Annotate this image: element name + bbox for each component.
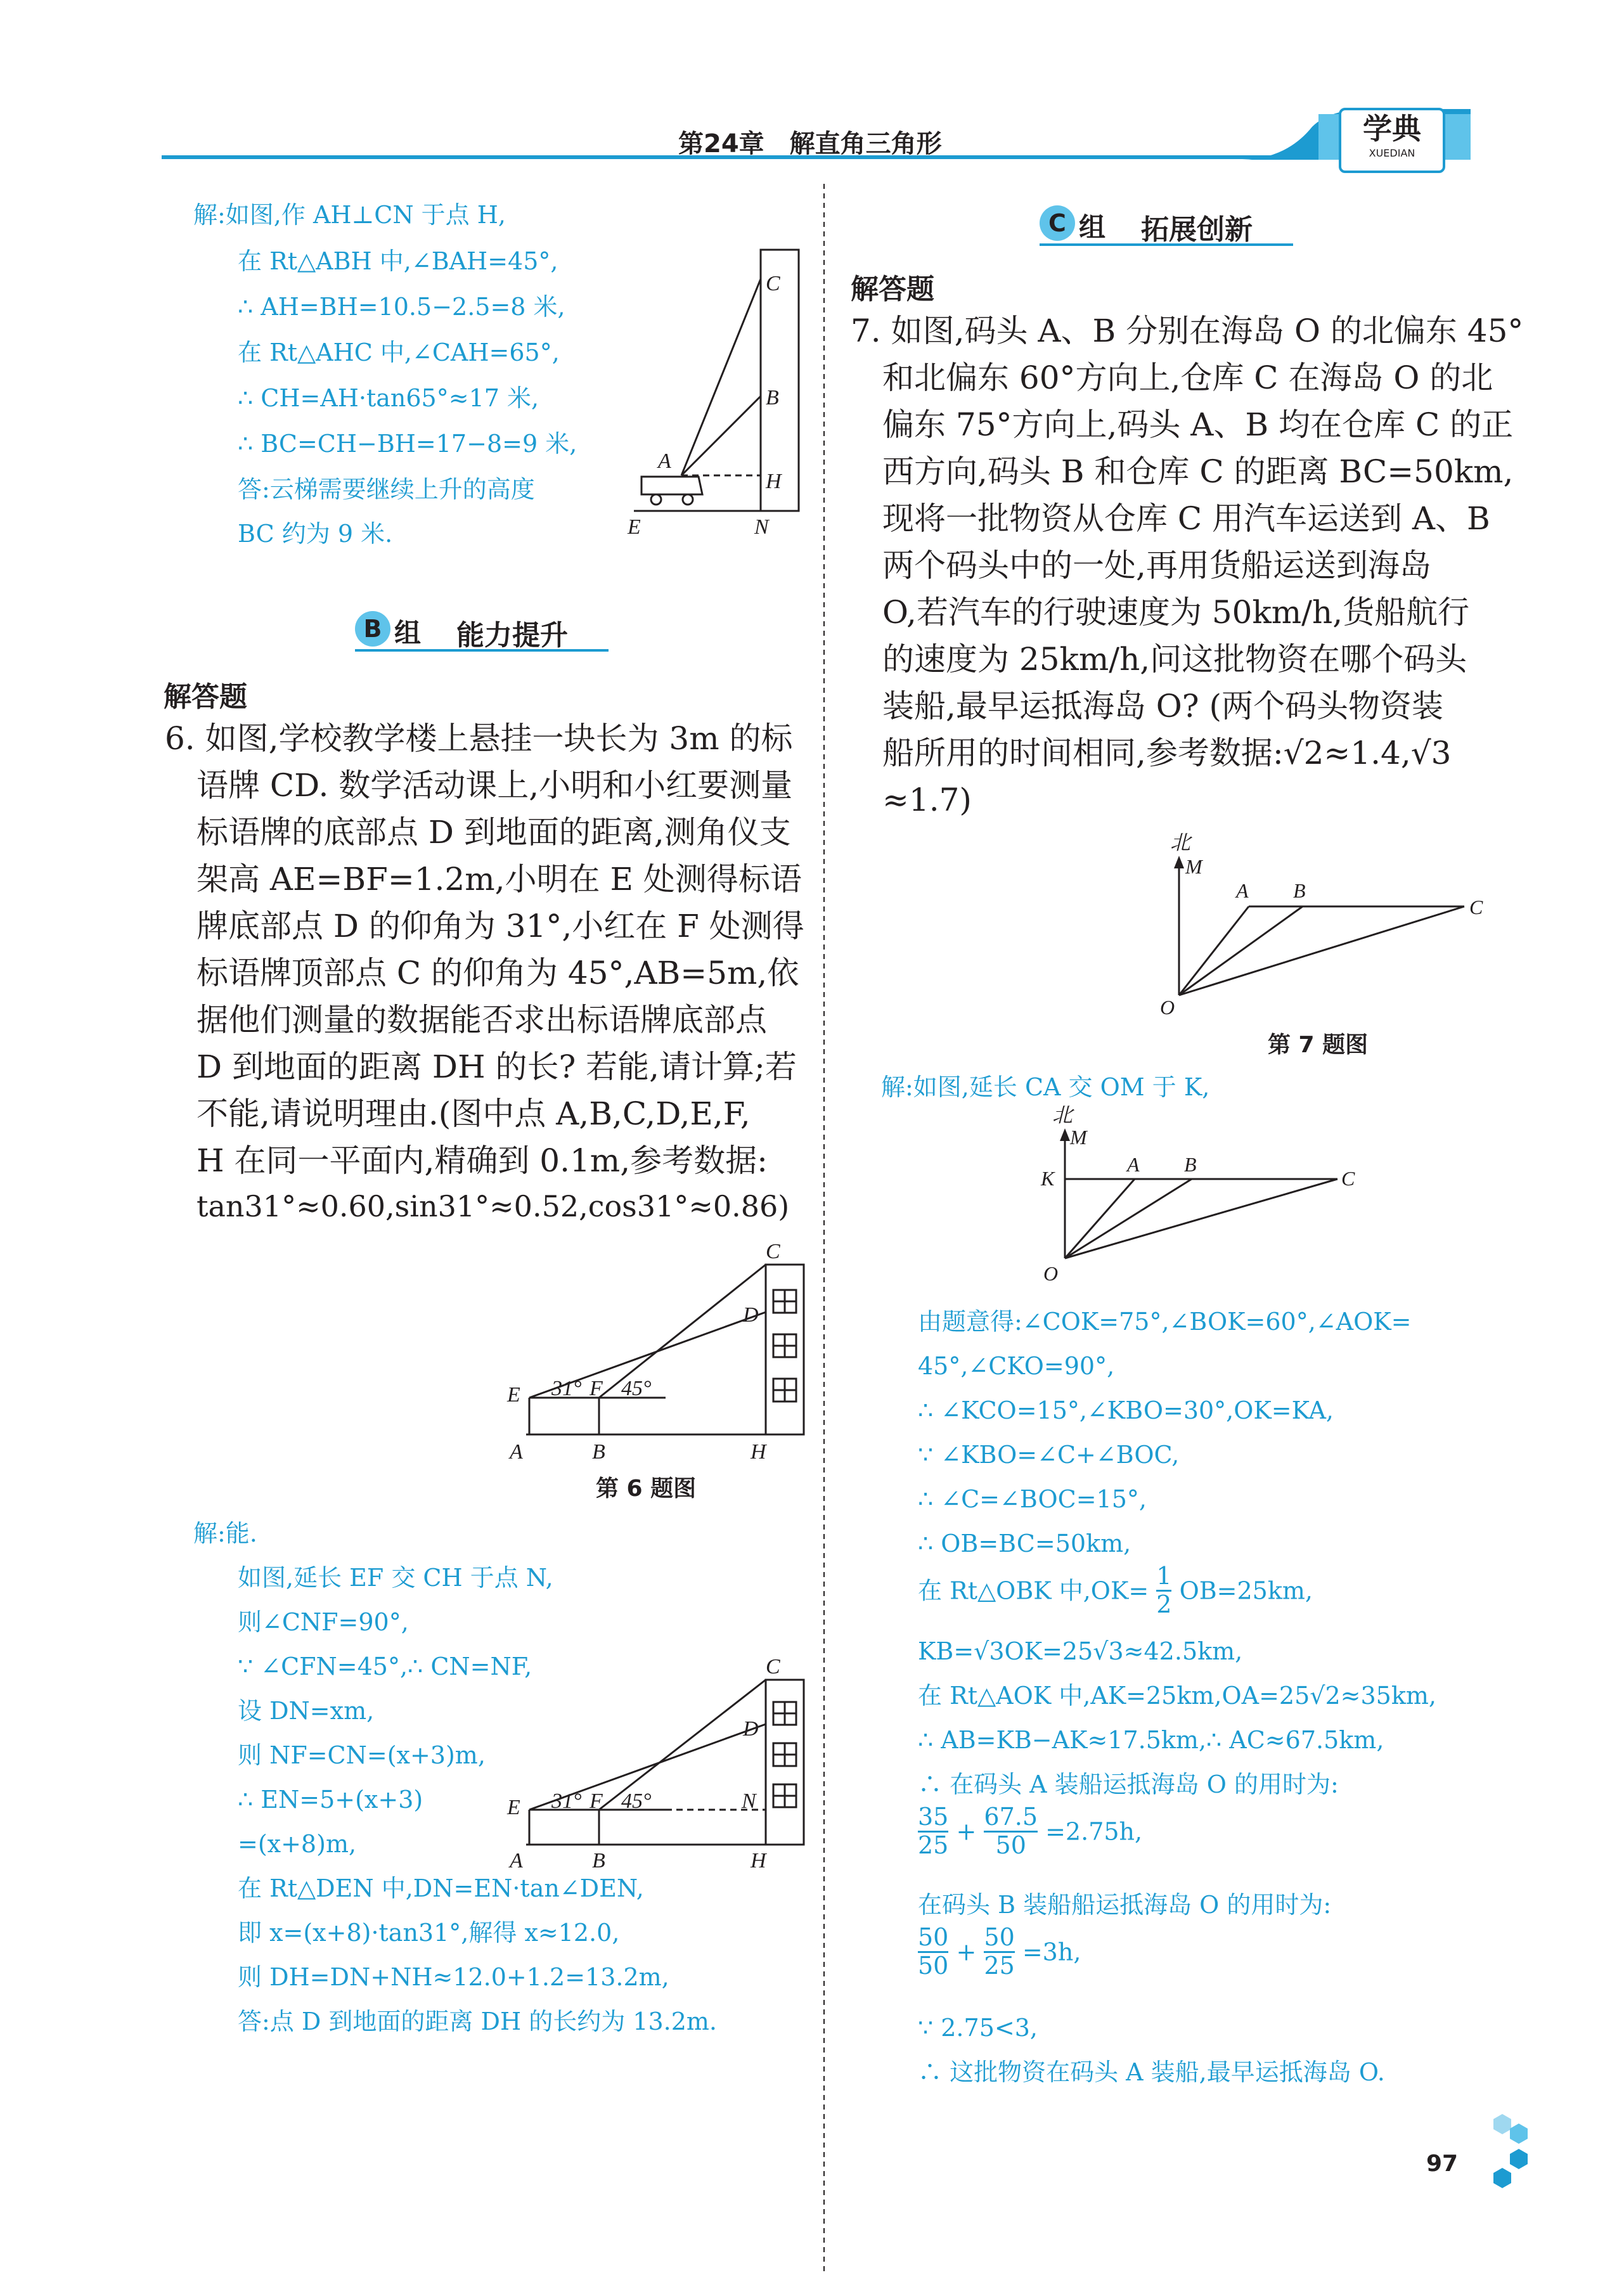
problem6-line-10: H 在同一平面内,精确到 0.1m,参考数据: [197, 1142, 768, 1179]
obk-pre: 在 Rt△OBK 中,OK= [918, 1576, 1149, 1605]
problem7-line-4: 西方向,码头 B 和仓库 C 的距离 BC=50km, [882, 453, 1514, 490]
problem6-line-1: 6. 如图,学校教学楼上悬挂一块长为 3m 的标 [165, 720, 793, 757]
fig6b-label-e: E [507, 1796, 520, 1819]
fig6b-label-45: 45° [621, 1789, 652, 1813]
eq-a-d2: 50 [984, 1831, 1038, 1859]
section-c-title: 拓展创新 [1141, 214, 1253, 246]
section-b-group: 组 [394, 617, 422, 648]
solution7-line-a4: ∵ ∠KBO=∠C+∠BOC, [918, 1441, 1180, 1469]
eq-a-n1: 35 [918, 1803, 949, 1831]
eq-b-frac-2 [984, 1924, 1014, 1980]
solution7-line-b1: KB=√3OK=25√3≈42.5km, [918, 1637, 1243, 1665]
solution6-line-5: 设 DN=xm, [238, 1697, 375, 1725]
ladder-solution-line-4: 在 Rt△AHC 中,∠CAH=65°, [238, 338, 560, 366]
problem7-line-7: O,若汽车的行驶速度为 50km/h,货船航行 [882, 594, 1470, 631]
problem6-line-4: 架高 AE=BF=1.2m,小明在 E 处测得标语 [197, 861, 802, 898]
problem6-line-2: 语牌 CD. 数学活动课上,小明和小红要测量 [197, 767, 793, 804]
ladder-solution-line-3: ∴ AH=BH=10.5−2.5=8 米, [238, 293, 565, 321]
obk-post: OB=25km, [1179, 1576, 1313, 1605]
eq-b-d1: 50 [918, 1951, 949, 1980]
answer-heading-left: 解答题 [164, 681, 247, 713]
obk-num: 1 [1156, 1562, 1172, 1590]
obk-den: 2 [1156, 1590, 1172, 1618]
fig6-label-d: D [743, 1303, 759, 1327]
fig6b-label-31: 31° [551, 1789, 582, 1813]
solution7-eq-b: $\frac{50}{50}$ + $\frac{50}{25}$ =3h, [918, 1923, 1081, 1980]
eq-b-n1: 50 [918, 1923, 949, 1951]
fig6-label-45: 45° [621, 1377, 652, 1400]
eq-a-n2: 67.5 [984, 1803, 1038, 1831]
solution6-line-7: ∴ EN=5+(x+3) [238, 1786, 423, 1814]
problem7-line-3: 偏东 75°方向上,码头 A、B 均在仓库 C 的正 [882, 406, 1514, 443]
solution7-intro: 解:如图,延长 CA 交 OM 于 K, [881, 1073, 1210, 1101]
solution6-line-11: 则 DH=DN+NH≈12.0+1.2=13.2m, [238, 1963, 669, 1991]
fig6-label-e: E [507, 1383, 520, 1407]
eq-a-frac-1 [918, 1804, 948, 1859]
solution7-line-b3: ∴ AB=KB−AK≈17.5km,∴ AC≈67.5km, [918, 1726, 1384, 1754]
fig6b-label-d: D [743, 1717, 759, 1741]
solution6-line-8: =(x+8)m, [238, 1830, 357, 1858]
fig6-label-31: 31° [551, 1377, 582, 1400]
problem6-line-5: 牌底部点 D 的仰角为 31°,小红在 F 处测得 [197, 908, 804, 944]
label-e: E [628, 515, 641, 539]
eq-b-frac-1 [918, 1924, 948, 1980]
ladder-solution-line-8: BC 约为 9 米. [238, 520, 393, 548]
solution7-line-a1: 由题意得:∠COK=75°,∠BOK=60°,∠AOK= [918, 1308, 1412, 1336]
logo-text: 学典 [1363, 112, 1421, 146]
solution6-line-6: 则 NF=CN=(x+3)m, [238, 1741, 486, 1769]
ladder-solution-line-7: 答:云梯需要继续上升的高度 [238, 475, 535, 503]
fig6-diagram [501, 1239, 830, 1464]
ladder-solution-line-6: ∴ BC=CH−BH=17−8=9 米, [238, 430, 577, 458]
solution7-obk-line [918, 1563, 1313, 1618]
problem7-line-1: 7. 如图,码头 A、B 分别在海岛 O 的北偏东 45° [851, 313, 1524, 349]
fig6b-label-h: H [751, 1849, 766, 1872]
fig7-diagram [1141, 824, 1496, 1027]
answer-heading-right: 解答题 [851, 273, 934, 306]
solution7-line-a3: ∴ ∠KCO=15°,∠KBO=30°,OK=KA, [918, 1396, 1334, 1424]
section-c-group: 组 [1079, 212, 1106, 243]
label-b: B [766, 386, 779, 409]
fig7-caption: 第 7 题图 [1268, 1032, 1369, 1058]
problem7-line-6: 两个码头中的一处,再用货船运送到海岛 [882, 547, 1431, 584]
section-c-header [1040, 203, 1293, 247]
fig6-label-a: A [510, 1440, 523, 1464]
fig6b-label-a: A [510, 1849, 523, 1872]
eq-a-result: =2.75h, [1045, 1817, 1143, 1846]
fig7b-label-k: K [1041, 1167, 1055, 1190]
obk-fraction [1156, 1563, 1171, 1618]
solution6-line-12: 答:点 D 到地面的距离 DH 的长约为 13.2m. [238, 2008, 717, 2035]
solution6-line-1: 解:能. [193, 1519, 257, 1547]
problem7-line-11: ≈1.7) [882, 782, 972, 818]
fig7-label-c: C [1469, 896, 1483, 918]
problem6-line-11: tan31°≈0.60,sin31°≈0.52,cos31°≈0.86) [197, 1189, 790, 1223]
fig6b-label-n: N [742, 1789, 756, 1813]
fig6b-diagram [501, 1654, 830, 1872]
problem6-line-6: 标语牌顶部点 C 的仰角为 45°,AB=5m,依 [197, 955, 799, 991]
fig7b-diagram [1027, 1103, 1382, 1293]
fig7-label-north: 北 [1170, 831, 1191, 854]
fig7-label-o: O [1160, 996, 1175, 1019]
eq-a-d1: 25 [918, 1831, 949, 1859]
fig6-caption: 第 6 题图 [596, 1476, 697, 1502]
section-b-header [355, 609, 609, 653]
solution7-line-b4: ∴ 在码头 A 装船运抵海岛 O 的用时为: [918, 1770, 1339, 1798]
problem7-line-8: 的速度为 25km/h,问这批物资在哪个码头 [882, 641, 1467, 678]
problem6-line-3: 标语牌的底部点 D 到地面的距离,测角仪支 [197, 814, 791, 851]
problem7-line-5: 现将一批物资从仓库 C 用汽车运送到 A、B [882, 500, 1490, 537]
solution7-eq-a: $\frac{35}{25}$ + $\frac{67.5}{50}$ =2.75h, [918, 1803, 1143, 1859]
problem7-line-10: 船所用的时间相同,参考数据:√2≈1.4,√3 [882, 735, 1452, 771]
fig6-label-h: H [751, 1440, 766, 1464]
fig7b-label-m: M [1070, 1126, 1087, 1149]
fig6b-label-c: C [766, 1655, 780, 1679]
fig7-label-b: B [1293, 879, 1306, 902]
label-c: C [766, 272, 780, 295]
problem6-line-7: 据他们测量的数据能否求出标语牌底部点 [197, 1002, 767, 1038]
hexagon-decoration-icon [1458, 2111, 1534, 2200]
section-c-badge: C [1040, 205, 1075, 241]
problem7-line-2: 和北偏东 60°方向上,仓库 C 在海岛 O 的北 [882, 359, 1493, 396]
problem6-line-9: 不能,请说明理由.(图中点 A,B,C,D,E,F, [197, 1095, 751, 1132]
page-number: 97 [1426, 2151, 1459, 2177]
ladder-solution-line-5: ∴ CH=AH·tan65°≈17 米, [238, 384, 539, 412]
label-a: A [658, 449, 671, 473]
eq-a-frac-2 [984, 1804, 1038, 1859]
eq-b-n2: 50 [984, 1923, 1015, 1951]
fig6-label-c: C [766, 1240, 780, 1263]
fig7-label-a: A [1236, 879, 1249, 902]
solution6-line-9: 在 Rt△DEN 中,DN=EN·tan∠DEN, [238, 1874, 644, 1902]
solution6-line-10: 即 x=(x+8)·tan31°,解得 x≈12.0, [238, 1919, 620, 1947]
label-h: H [766, 470, 782, 493]
ladder-solution-line-2: 在 Rt△ABH 中,∠BAH=45°, [238, 247, 558, 275]
section-b-title: 能力提升 [456, 619, 568, 652]
solution6-line-2: 如图,延长 EF 交 CH 于点 N, [238, 1564, 553, 1592]
logo-badge [1339, 108, 1445, 173]
solution7-line-c2: ∴ 这批物资在码头 A 装船,最早运抵海岛 O. [918, 2058, 1385, 2086]
solution7-line-b-head: 在码头 B 装船船运抵海岛 O 的用时为: [918, 1891, 1332, 1919]
label-n: N [754, 515, 769, 539]
solution7-line-a2: 45°,∠CKO=90°, [918, 1352, 1115, 1380]
fig7b-label-north: 北 [1052, 1104, 1073, 1126]
solution7-line-a5: ∴ ∠C=∠BOC=15°, [918, 1485, 1147, 1513]
problem7-line-9: 装船,最早运抵海岛 O? (两个码头物资装 [882, 688, 1443, 725]
solution7-line-a6: ∴ OB=BC=50km, [918, 1530, 1131, 1557]
fig7b-label-b: B [1184, 1153, 1197, 1176]
fig6b-label-b: B [592, 1849, 605, 1872]
fig6-label-f: F [590, 1377, 603, 1400]
solution6-line-4: ∵ ∠CFN=45°,∴ CN=NF, [238, 1653, 532, 1680]
ladder-figure [628, 241, 881, 545]
fig7-label-m: M [1185, 855, 1202, 878]
solution7-line-c1: ∵ 2.75<3, [918, 2014, 1038, 2042]
chapter-title: 第24章 解直角三角形 [678, 129, 942, 158]
section-b-badge: B [355, 611, 390, 647]
problem6-line-8: D 到地面的距离 DH 的长? 若能,请计算;若 [197, 1048, 797, 1085]
fig6-label-b: B [592, 1440, 605, 1464]
eq-b-d2: 25 [984, 1951, 1015, 1980]
ladder-solution-line-1: 解:如图,作 AH⊥CN 于点 H, [193, 201, 506, 229]
fig7b-label-o: O [1043, 1262, 1059, 1285]
solution7-line-b2: 在 Rt△AOK 中,AK=25km,OA=25√2≈35km, [918, 1682, 1437, 1710]
eq-b-result: =3h, [1022, 1938, 1081, 1966]
fig6b-label-f: F [590, 1789, 603, 1813]
fig7b-label-c: C [1341, 1167, 1355, 1190]
solution6-line-3: 则∠CNF=90°, [238, 1608, 409, 1636]
fig7b-label-a: A [1127, 1153, 1140, 1176]
logo-sub: XUEDIAN [1369, 147, 1415, 159]
